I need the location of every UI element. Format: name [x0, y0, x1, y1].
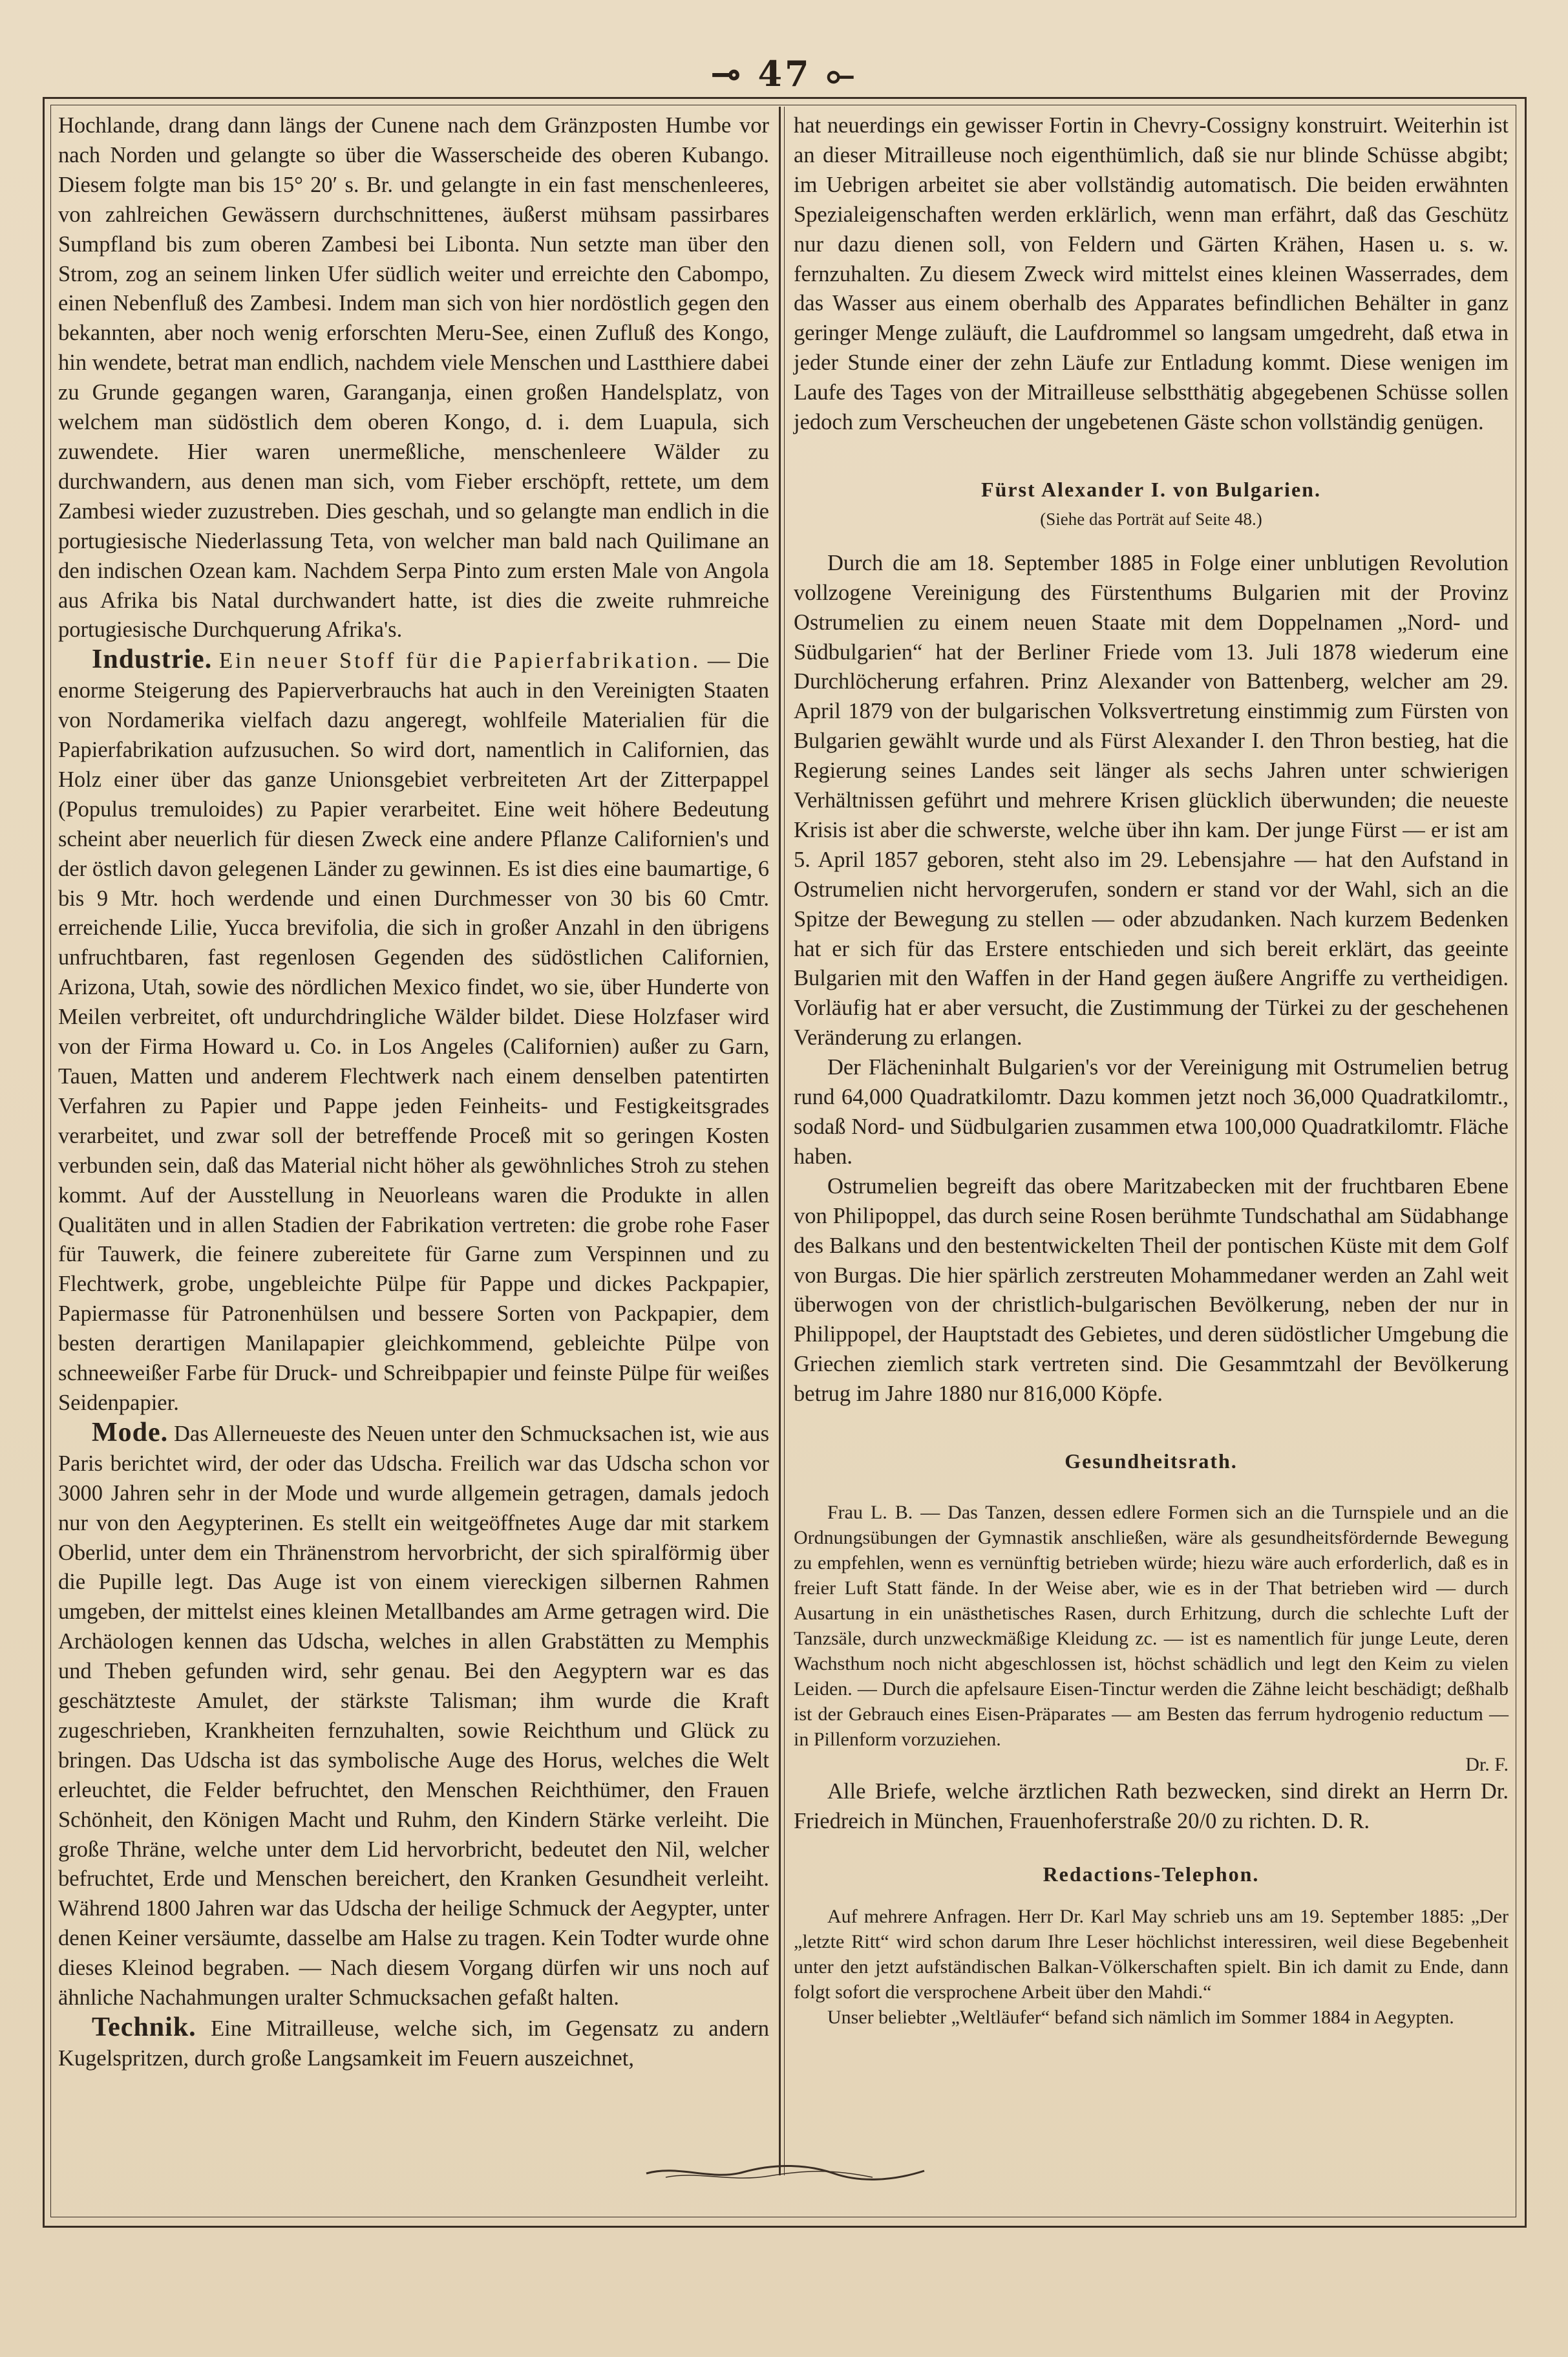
- spacer: [794, 535, 1509, 549]
- column-divider-thin: [784, 107, 785, 2175]
- telephon-paragraph-1: Auf mehrere Anfragen. Herr Dr. Karl May schrieb uns am 19. September 1885: „Der „letzte Ritt“ wird schon darum Ihre Leser höchlichst interessiren, weil diese Begebenheit unter den jetzt aufständischen Balkan-Völkerschaften spielt. Bin ich damit zu Ende, dann folgt sofort die versprochene Arbeit über den Mahdi.“: [794, 1905, 1509, 2003]
- spacer: [794, 1477, 1509, 1500]
- fuerst-subtitle: (Siehe das Porträt auf Seite 48.): [1040, 509, 1262, 529]
- africa-paragraph: Hochlande, drang dann längs der Cunene nach dem Gränzposten Humbe vor nach Norden und gelangte so über die Wasserscheide des oberen Kubango. Diesem folgte man bis 15° 20′ s. Br. und gelangte in ein fast menschenleeres, von zahlreichen Gewässern durchschnittenes, äußerst mühsam passirbares Sumpfland bis zum oberen Zambesi bei Libonta. Nun setzte man über den Strom, zog an seinem linken Ufer südlich weiter und erreichte den Cabompo, einen Nebenfluß des Zambesi. Indem man sich von hier nordöstlich gegen den bekannten, aber noch wenig erforschten Meru-See, einen Zufluß des Kongo, hin wendete, betrat man endlich, nachdem viele Menschen und Lastthiere dabei zu Grunde gegangen waren, Garanganja, einen großen Handelsplatz, von welchem man südöstlich dem oberen Kongo, d. i. dem Luapula, sich zuwendete. Hier waren unermeßliche, menschenleere Wälder zu durchwandern, aus denen man sich, vom Fieber erschöpft, rettete, um dem Zambesi wieder zuzustreben. Dies geschah, und so gelangte man endlich in die portugiesische Niederlassung Teta, von welcher man bald nach Quilimane an den indischen Ozean kam. Nachdem Serpa Pinto zum ersten Male von Angola aus Afrika bis Natal durchwandert hatte, ist dies die zweite ruhmreiche portugiesische Durchquerung Afrika's.: [58, 113, 769, 643]
- fuerst-title: Fürst Alexander I. von Bulgarien.: [981, 477, 1321, 501]
- fuerst-paragraph-2: Der Flächeninhalt Bulgarien's vor der Vereinigung mit Ostrumelien betrug rund 64,000 Quadratkilomtr. Dazu kommen jetzt noch 36,000 Quadratkilomtr., sodaß Nord- und Südbulgarien zusammen etwa 100,000 Quadratkilomtr. Fläche haben.: [794, 1055, 1509, 1169]
- industrie-article: [58, 645, 769, 1418]
- page-number-value: 47: [758, 53, 812, 94]
- industrie-heading: Industrie.: [92, 645, 213, 675]
- telephon-paragraph-2: Unser beliebter „Weltläufer“ befand sich nämlich im Sommer 1884 in Aegypten.: [827, 2006, 1454, 2028]
- mode-text: Das Allerneueste des Neuen unter den Schmucksachen ist, wie aus Paris berichtet wird, der oder das Udscha. Freilich war das Udscha schon vor 3000 Jahren sehr in der Mode und wurde allgemein getragen, damals jedoch nur von den Aegypterinen. Es stellt ein weitgeöffnetes Auge dar mit starkem Oberlid, unter dem ein Thränenstrom hervorbricht, der sich spiralförmig über die Pupille legt. Das Auge ist von einem viereckigen silbernen Rahmen umgeben, der mittelst eines kleinen Metallbandes am Arme getragen wird. Die Archäologen kennen das Udscha, welches in allen Grabstätten zu Memphis und Theben gefunden wird, sehr genau. Bei den Aegyptern war es das geschätzteste Amulet, der stärkste Talisman; ihm wurde die Kraft zugeschrieben, Krankheiten fernzuhalten, sowie Reichthum und Glück zu bringen. Das Udscha ist das symbolische Auge des Horus, welches die Welt erleuchtet, die Felder befruchtet, den Menschen Reichthümer, den Frauen Schönheit, den Königen Macht und Ruhm, den Kindern Stärke verleiht. Die große Thräne, welche unter dem Lid hervorbricht, bedeutet den Nil, welcher befruchtet, Erde und Menschen bereichert, den Kranken Gesundheit verleiht. Während 1800 Jahren war das Udscha der heilige Schmuck der Aegypter, unter denen Keiner versäumte, dasselbe am Halse zu tragen. Kein Todter wurde ohne dieses Kleinod begraben. — Nach diesem Vorgang dürfen wir uns noch auf ähnliche Nachahmungen uralter Schmucksachen gefaßt halten.: [58, 1421, 769, 2010]
- technik-heading: Technik.: [92, 2012, 196, 2042]
- ornamental-rule: [640, 2159, 931, 2185]
- spacer: [794, 1890, 1509, 1904]
- mode-heading: Mode.: [92, 1417, 169, 1447]
- gesundheitsrath-note: Alle Briefe, welche ärztlichen Rath bezwecken, sind direkt an Herrn Dr. Friedreich in München, Frauenhoferstraße 20/0 zu richten. D. R.: [794, 1778, 1509, 1833]
- spacer: [794, 1837, 1509, 1860]
- left-column: [58, 111, 769, 2074]
- gesundheitsrath-answer: Frau L. B. — Das Tanzen, dessen edlere Formen sich an die Turnspiele und an die Ordnungsübungen der Gymnastik anschließen, wäre als gesundheitsfördernde Bewegung zu empfehlen, wenn es vernünftig betrieben würde; hiezu wäre auch erforderlich, daß es in freier Luft Statt fände. In der Weise aber, wie es in der That betrieben wird — durch Ausartung in ein unästhetisches Rasen, durch Erhitzung, durch die schlechte Luft der Tanzsäle, durch unzweckmäßige Kleidung zc. — ist es namentlich für junge Leute, deren Wachsthum noch nicht abgeschlossen ist, höchst schädlich und legt den Keim zu vielen Leiden. — Durch die apfelsaure Eisen-Tinctur werden die Zähne leicht beschädigt; deßhalb ist der Gebrauch eines Eisen-Präparates — am Besten das ferrum hydrogenio reductum — in Pillenform vorzuziehen.: [794, 1501, 1509, 1750]
- gesundheitsrath-title: Gesundheitsrath.: [1065, 1449, 1238, 1473]
- spacer: [794, 1409, 1509, 1447]
- industrie-text: — Die enorme Steigerung des Papierverbrauchs hat auch in den Vereinigten Staaten von Nordamerika vielfach dazu angeregt, wohlfeile Materialien für die Papierfabrikation aufzusuchen. So wird dort, namentlich in Californien, das Holz einer über das ganze Unionsgebiet verbreiteten Art der Zitterpappel (Populus tremuloides) zu Papier verarbeitet. Eine weit höhere Bedeutung scheint aber neuerlich für diesen Zweck eine andere Pflanze Californien's und der östlich davon gelegenen Länder zu gewinnen. Es ist dies eine baumartige, 6 bis 9 Mtr. hoch werdende und einen Durchmesser von 30 bis 60 Cmtr. erreichende Lilie, Yucca brevifolia, die sich in großer Anzahl in den übrigens unfruchtbaren, fast regenlosen Gegenden des südöstlichen Californien, Arizona, Utah, sowie des nördlichen Mexico findet, wo sie, über Hunderte von Meilen verbreitet, oft undurchdringliche Wälder bildet. Diese Holzfaser wird von der Firma Howard u. Co. in Los Angeles (Californien) außer zu Garn, Tauen, Matten und anderem Flechtwerk nach einem denselben patentirten Verfahren zu Papier und Pappe jeden Feinheits- und Festigkeitsgrades verarbeitet, und zwar soll der betreffende Proceß mit so geringen Kosten verbunden sein, daß das Material nicht höher als gewöhnliches Stroh zu stehen kommt. Auf der Ausstellung in Neuorleans waren die Produkte in allen Qualitäten und in allen Stadien der Fabrikation vertreten: die grobe rohe Faser für Tauwerk, die feinere zubereitete für Garne zum Verspinnen und zu Flechtwerk, grobe, ungebleichte Pülpe für Pappe und dickes Packpapier, Papiermasse für Patronenhülsen und bessere Sorten von Packpapier, dem besten derartigen Manilapapier gleichkommend, gebleichte Pülpe von schneeweißer Farbe für Druck- und Schreibpapier und feinste Pülpe für weißes Seidenpapier.: [58, 648, 769, 1415]
- telephon-title: Redactions-Telephon.: [1043, 1862, 1260, 1886]
- technik-continuation: hat neuerdings ein gewisser Fortin in Chevry-Cossigny konstruirt. Weiterhin ist an dieser Mitrailleuse noch eigenthümlich, daß sie nur blinde Schüsse abgibt; im Uebrigen arbeitet sie aber vollständig automatisch. Die beiden erwähnten Spezialeigenschaften werden erklärlich, wenn man erfährt, daß das Geschütz nur dazu dienen soll, von Feldern und Gärten Krähen, Hasen u. s. w. fernzuhalten. Zu diesem Zweck wird mittelst eines kleinen Wasserrades, dem das Wasser aus einem oberhalb des Apparates befindlichen Behälter in ganz geringer Menge zuläuft, die Laufdrommel so langsam umgedreht, daß etwa in jeder Stunde einer der zehn Läufe zur Entladung kommt. Diese wenigen im Laufe des Tages von der Mitrailleuse selbstthätig abgegebenen Schüsse sollen jedoch zum Verscheuchen der ungebetenen Gäste schon vollständig genügen.: [794, 113, 1509, 435]
- gesundheitsrath-signature: Dr. F.: [1465, 1753, 1509, 1775]
- spacer: [794, 438, 1509, 475]
- industrie-subheading: Ein neuer Stoff für die Papierfabrikation.: [218, 648, 701, 674]
- fuerst-paragraph-1: Durch die am 18. September 1885 in Folge einer unblutigen Revolution vollzogene Vereinigung des Fürstenthums Bulgarien mit der Provinz Ostrumelien zu einem neuen Staate mit dem Doppelnamen „Nord- und Südbulgarien“ hat der Berliner Friede vom 13. Juli 1878 wiederum eine Durchlöcherung erfahren. Prinz Alexander von Battenberg, welcher am 29. April 1879 von der bulgarischen Volksvertretung einstimmig zum Fürsten von Bulgarien gewählt wurde und als Fürst Alexander I. den Thron bestieg, hat die Regierung seines Landes seit länger als sechs Jahren unter schwierigen Verhältnissen geführt und mehrere Krisen glücklich überwunden; die neueste Krisis ist aber die schwerste, welche über ihn kam. Der junge Fürst — er ist am 5. April 1857 geboren, steht also im 29. Lebensjahre — hat den Aufstand in Ostrumelien nicht hervorgerufen, sondern er stand vor der Wahl, sich an die Spitze der Bewegung zu stellen — oder abzudanken. Nach kurzem Bedenken hat er sich für das Erstere entschieden und sich bereit erklärt, das geeinte Bulgarien mit den Waffen in der Hand gegen äußere Angriffe zu vertheidigen. Vorläufig hat er aber versucht, die Zustimmung der Türkei zu der geschehenen Veränderung zu erlangen.: [794, 550, 1509, 1051]
- right-column: [794, 111, 1509, 2030]
- page-number: [0, 53, 1568, 95]
- technik-article: [58, 2013, 769, 2074]
- technik-text: Eine Mitrailleuse, welche sich, im Gegensatz zu andern Kugelspritzen, durch große Langsamkeit im Feuern auszeichnet,: [58, 2016, 769, 2071]
- column-divider: [779, 107, 781, 2175]
- fuerst-paragraph-3: Ostrumelien begreift das obere Maritzabecken mit der fruchtbaren Ebene von Philipoppel, das durch seine Rosen berühmte Tundschathal am Südabhange des Balkans und den bestentwickelten Theil der pontischen Küste mit dem Golf von Burgas. Die hier spärlich zerstreuten Mohammedaner werden an Zahl weit überwogen von der christlich-bulgarischen Bevölkerung, neben der nur in Philippopel, der Hauptstadt des Gebietes, und deren südöstlicher Umgebung die Griechen ziemlich stark vertreten sind. Die Gesammtzahl der Bevölkerung betrug im Jahre 1880 nur 816,000 Köpfe.: [794, 1173, 1509, 1407]
- ornament-right: ⟜: [826, 53, 857, 94]
- mode-article: [58, 1418, 769, 2013]
- ornament-left: ⊸: [711, 53, 743, 94]
